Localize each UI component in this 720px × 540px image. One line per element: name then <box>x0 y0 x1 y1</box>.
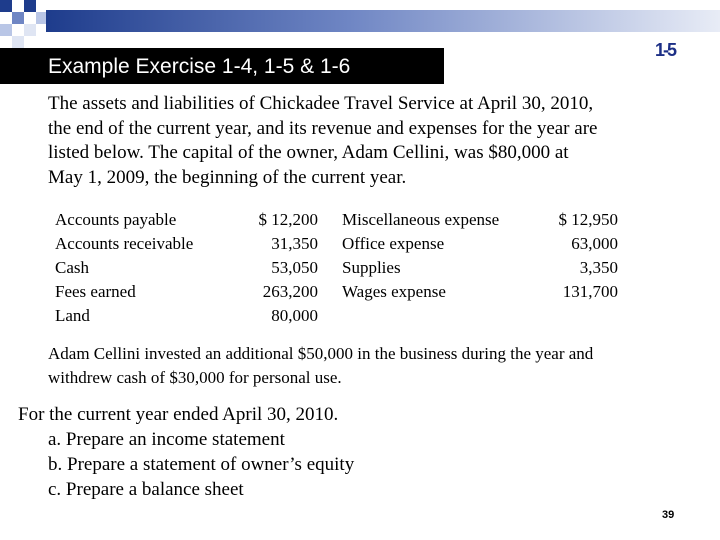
accounts-left-names <box>55 208 193 328</box>
investment-note <box>48 342 593 390</box>
intro-line: the end of the current year, and its revenue and expenses for the year are <box>48 117 598 139</box>
header-gradient-bar <box>46 10 720 32</box>
page-number: 39 <box>662 509 675 521</box>
account-amount: 263,200 <box>262 282 318 301</box>
account-name: Fees earned <box>55 282 136 301</box>
account-name: Wages expense <box>342 282 446 301</box>
task-heading: For the current year ended April 30, 2010. <box>18 404 339 425</box>
intro-line: The assets and liabilities of Chickadee Travel Service at April 30, 2010, <box>48 93 594 114</box>
account-name: Accounts payable <box>55 210 177 229</box>
slide-number: 1-5 <box>655 40 676 60</box>
slide-title: Example Exercise 1-4, 1-5 & 1-6 <box>48 55 351 78</box>
task-item: a. Prepare an income statement <box>48 429 285 450</box>
note-line: withdrew cash of $30,000 for personal use. <box>48 368 342 387</box>
task-list <box>18 402 354 502</box>
account-amount: $ 12,200 <box>258 210 318 229</box>
account-amount: $ 12,950 <box>558 210 618 229</box>
intro-line: listed below. The capital of the owner, Adam Cellini, was $80,000 at <box>48 142 569 163</box>
account-name: Supplies <box>342 258 401 277</box>
account-amount: 63,000 <box>571 234 618 253</box>
account-name: Miscellaneous expense <box>342 210 500 229</box>
account-name: Accounts receivable <box>55 234 194 253</box>
account-amount: 31,350 <box>271 234 318 253</box>
accounts-left-amounts <box>222 208 318 328</box>
account-amount: 53,050 <box>271 258 318 277</box>
task-item: c. Prepare a balance sheet <box>48 479 244 500</box>
account-amount: 80,000 <box>271 306 318 325</box>
accounts-right-names <box>342 208 499 304</box>
account-amount: 3,350 <box>579 258 618 277</box>
note-line: Adam Cellini invested an additional $50,000 in the business during the year and <box>48 344 594 363</box>
intro-paragraph <box>48 92 698 190</box>
account-name: Land <box>55 306 90 325</box>
task-item: b. Prepare a statement of owner’s equity <box>48 454 355 475</box>
intro-line: May 1, 2009, the beginning of the current year. <box>48 166 407 188</box>
account-name: Cash <box>55 258 89 277</box>
account-amount: 131,700 <box>562 282 618 301</box>
account-name: Office expense <box>342 234 445 253</box>
accounts-right-amounts <box>528 208 618 304</box>
